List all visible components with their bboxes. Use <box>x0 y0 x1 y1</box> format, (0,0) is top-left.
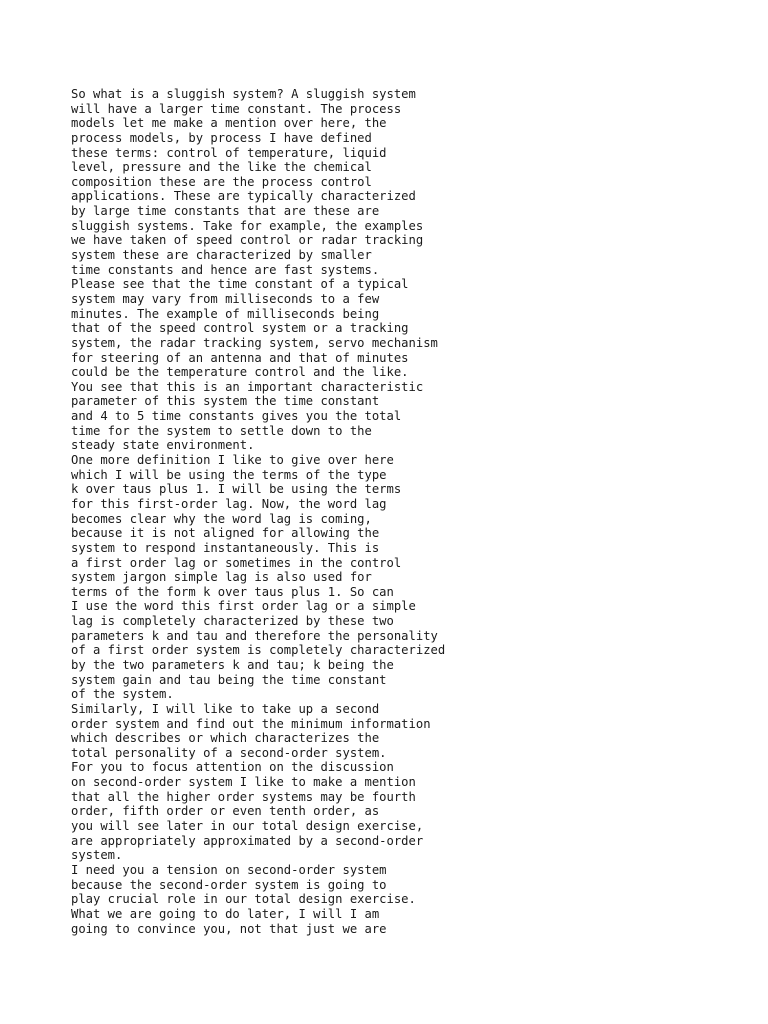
text-line: Please see that the time constant of a typical <box>71 277 409 292</box>
text-line: parameter of this system the time constant <box>71 394 380 409</box>
text-line: these terms: control of temperature, liquid <box>71 145 387 160</box>
text-line: that all the higher order systems may be fourth <box>71 789 416 804</box>
text-line: For you to focus attention on the discussion <box>71 760 394 775</box>
text-line: by large time constants that are these are <box>71 204 380 219</box>
text-line: system. <box>71 848 123 863</box>
text-line: play crucial role in our total design exercise. <box>71 892 416 907</box>
text-line: What we are going to do later, I will I am <box>71 906 380 921</box>
text-line: models let me make a mention over here, the <box>71 116 387 131</box>
text-line: system jargon simple lag is also used for <box>71 570 372 585</box>
text-line: lag is completely characterized by these two <box>71 614 394 629</box>
text-line: process models, by process I have defined <box>71 130 372 145</box>
text-line: on second-order system I like to make a mention <box>71 775 416 790</box>
text-line: One more definition I like to give over here <box>71 453 394 468</box>
text-line: and 4 to 5 time constants gives you the total <box>71 409 402 424</box>
text-line: You see that this is an important characteristic <box>71 379 424 394</box>
text-line: composition these are the process control <box>71 174 372 189</box>
text-line: because the second-order system is going to <box>71 877 387 892</box>
text-line: could be the temperature control and the like. <box>71 365 409 380</box>
text-line: of the system. <box>71 687 174 702</box>
text-line: k over taus plus 1. I will be using the terms <box>71 482 402 497</box>
text-line: becomes clear why the word lag is coming, <box>71 511 372 526</box>
text-line: we have taken of speed control or radar tracking <box>71 233 424 248</box>
text-line: which describes or which characterizes the <box>71 731 380 746</box>
text-line: which I will be using the terms of the type <box>71 467 387 482</box>
text-line: system may vary from milliseconds to a few <box>71 291 380 306</box>
text-line: time constants and hence are fast systems. <box>71 262 380 277</box>
text-line: are appropriately approximated by a second-order <box>71 833 424 848</box>
text-line: you will see later in our total design exercise, <box>71 819 424 834</box>
text-line: applications. These are typically characterized <box>71 189 416 204</box>
text-line: going to convince you, not that just we are <box>71 921 387 936</box>
text-line: total personality of a second-order system. <box>71 745 387 760</box>
text-line: system to respond instantaneously. This is <box>71 540 380 555</box>
text-line: because it is not aligned for allowing the <box>71 526 380 541</box>
text-line: parameters k and tau and therefore the personality <box>71 628 438 643</box>
text-line: for this first-order lag. Now, the word lag <box>71 496 387 511</box>
text-line: terms of the form k over taus plus 1. So can <box>71 584 394 599</box>
body-text <box>71 87 751 936</box>
text-line: system these are characterized by smaller <box>71 248 372 263</box>
text-line: steady state environment. <box>71 438 255 453</box>
text-line: level, pressure and the like the chemical <box>71 160 372 175</box>
text-line: that of the speed control system or a tracking <box>71 321 409 336</box>
text-line: sluggish systems. Take for example, the examples <box>71 218 424 233</box>
text-line: So what is a sluggish system? A sluggish system <box>71 87 416 101</box>
text-line: I use the word this first order lag or a simple <box>71 599 416 614</box>
text-line: time for the system to settle down to the <box>71 423 372 438</box>
text-line: by the two parameters k and tau; k being the <box>71 657 394 672</box>
text-line: I need you a tension on second-order system <box>71 862 387 877</box>
text-line: will have a larger time constant. The process <box>71 101 402 116</box>
text-line: Similarly, I will like to take up a second <box>71 701 380 716</box>
text-line: a first order lag or sometimes in the control <box>71 555 402 570</box>
text-line: of a first order system is completely characterized <box>71 643 446 658</box>
text-line: order system and find out the minimum information <box>71 716 431 731</box>
text-line: system gain and tau being the time constant <box>71 672 387 687</box>
text-line: order, fifth order or even tenth order, as <box>71 804 380 819</box>
text-line: system, the radar tracking system, servo mechanism <box>71 335 438 350</box>
text-line: for steering of an antenna and that of minutes <box>71 350 409 365</box>
text-line: minutes. The example of milliseconds being <box>71 306 380 321</box>
